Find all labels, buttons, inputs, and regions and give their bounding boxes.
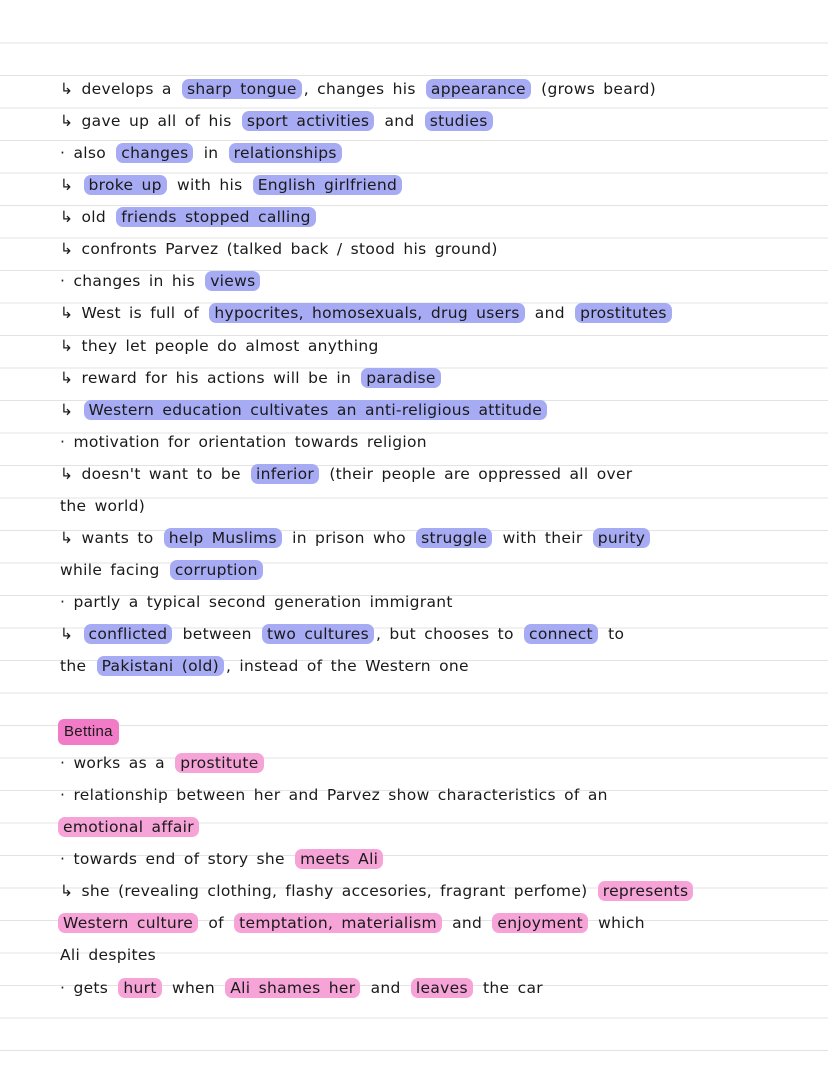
- note-text: · motivation for orientation towards religion: [60, 433, 427, 451]
- note-text: and: [362, 979, 409, 997]
- note-line: [58, 589, 788, 615]
- note-text: ↳ old: [60, 208, 115, 226]
- note-line: [58, 429, 788, 455]
- note-text: ↳ gave up all of his: [60, 112, 240, 130]
- highlight-blue: corruption: [170, 560, 263, 580]
- note-line: [58, 493, 788, 519]
- note-text: Ali despites: [60, 946, 157, 964]
- highlight-blue: friends stopped calling: [116, 207, 315, 227]
- highlight-blue: relationships: [229, 143, 342, 163]
- note-line: [58, 750, 788, 776]
- note-line: [58, 204, 788, 230]
- highlight-blue: hypocrites, homosexuals, drug users: [209, 303, 524, 323]
- highlight-pink: hurt: [118, 978, 161, 998]
- note-text: · gets: [60, 979, 117, 997]
- note-text: while facing: [60, 561, 168, 579]
- note-text: ↳ reward for his actions will be in: [60, 369, 360, 387]
- highlight-blue: changes: [116, 143, 193, 163]
- highlight-pink: represents: [598, 881, 694, 901]
- note-line: [58, 140, 788, 166]
- note-line: [58, 397, 788, 423]
- highlight-blue: sport activities: [242, 111, 374, 131]
- highlight-blue: help Muslims: [164, 528, 282, 548]
- highlight-pink: temptation, materialism: [234, 913, 442, 933]
- note-line: [58, 782, 788, 808]
- note-line: [58, 653, 788, 679]
- highlight-blue: connect: [524, 624, 598, 644]
- note-text: (grows beard): [532, 80, 656, 98]
- note-line: [58, 333, 788, 359]
- note-text: with their: [494, 529, 591, 547]
- note-text: ↳ West is full of: [60, 304, 208, 322]
- note-text: the: [60, 657, 95, 675]
- section-heading-line: [58, 718, 788, 744]
- note-text: ↳ they let people do almost anything: [60, 337, 379, 355]
- note-text: · also: [60, 144, 115, 162]
- highlight-blue: sharp tongue: [182, 79, 302, 99]
- highlight-pink: enjoyment: [492, 913, 588, 933]
- note-text: · relationship between her and Parvez show characteristics of an: [60, 786, 608, 804]
- note-text: ↳ wants to: [60, 529, 162, 547]
- note-text: ↳: [60, 401, 82, 419]
- note-line: [58, 525, 788, 551]
- note-text: (their people are oppressed all over: [321, 465, 633, 483]
- highlight-pink: Ali shames her: [225, 978, 360, 998]
- highlight-blue: conflicted: [84, 624, 173, 644]
- note-text: , changes his: [303, 80, 424, 98]
- highlight-blue: English girlfriend: [253, 175, 402, 195]
- highlight-pink: emotional affair: [58, 817, 199, 837]
- note-line: [58, 910, 788, 936]
- note-line: [58, 268, 788, 294]
- note-text: ↳ confronts Parvez (talked back / stood his ground): [60, 240, 498, 258]
- highlight-blue: views: [205, 271, 260, 291]
- highlight-blue: Western education cultivates an anti-religious attitude: [84, 400, 548, 420]
- note-text: , but chooses to: [375, 625, 522, 643]
- highlight-pink: leaves: [411, 978, 473, 998]
- highlight-blue: purity: [593, 528, 650, 548]
- note-text: · works as a: [60, 754, 174, 772]
- note-text: the world): [60, 497, 146, 515]
- note-line: [58, 975, 788, 1001]
- highlight-pink: meets Ali: [295, 849, 383, 869]
- note-line: [58, 878, 788, 904]
- note-text: in prison who: [283, 529, 415, 547]
- note-line: [58, 172, 788, 198]
- note-line: [58, 557, 788, 583]
- highlight-pink: prostitute: [175, 753, 263, 773]
- note-line: [58, 846, 788, 872]
- note-line: [58, 814, 788, 840]
- note-line: [58, 300, 788, 326]
- note-text: which: [589, 914, 645, 932]
- note-text: in: [195, 144, 227, 162]
- section-heading-bettina: Bettina: [58, 719, 119, 745]
- highlight-blue: studies: [425, 111, 493, 131]
- highlight-blue: two cultures: [262, 624, 374, 644]
- note-line: [58, 942, 788, 968]
- note-text: ↳ develops a: [60, 80, 180, 98]
- note-line: [58, 461, 788, 487]
- highlight-blue: paradise: [361, 368, 440, 388]
- highlight-blue: broke up: [84, 175, 167, 195]
- note-line: [58, 108, 788, 134]
- note-text: ↳ doesn't want to be: [60, 465, 250, 483]
- note-text: the car: [474, 979, 543, 997]
- highlight-blue: Pakistani (old): [97, 656, 224, 676]
- note-text: · partly a typical second generation immigrant: [60, 593, 453, 611]
- note-text: · towards end of story she: [60, 850, 294, 868]
- note-text: and: [526, 304, 574, 322]
- note-text: ↳ she (revealing clothing, flashy accesories, fragrant perfome): [60, 882, 596, 900]
- highlight-blue: appearance: [426, 79, 531, 99]
- note-line: [58, 365, 788, 391]
- note-text: and: [443, 914, 491, 932]
- note-text: ↳: [60, 625, 82, 643]
- highlight-blue: prostitutes: [575, 303, 672, 323]
- note-text: with his: [168, 176, 251, 194]
- note-text: ↳: [60, 176, 82, 194]
- note-text: between: [174, 625, 260, 643]
- note-line: [58, 621, 788, 647]
- note-text: to: [599, 625, 625, 643]
- note-text: when: [163, 979, 224, 997]
- note-text: of: [200, 914, 233, 932]
- highlight-blue: struggle: [416, 528, 492, 548]
- note-line: [58, 236, 788, 262]
- note-text: · changes in his: [60, 272, 204, 290]
- highlight-blue: inferior: [251, 464, 319, 484]
- note-text: , instead of the Western one: [225, 657, 469, 675]
- note-line: [58, 76, 788, 102]
- highlight-pink: Western culture: [58, 913, 198, 933]
- note-text: and: [376, 112, 423, 130]
